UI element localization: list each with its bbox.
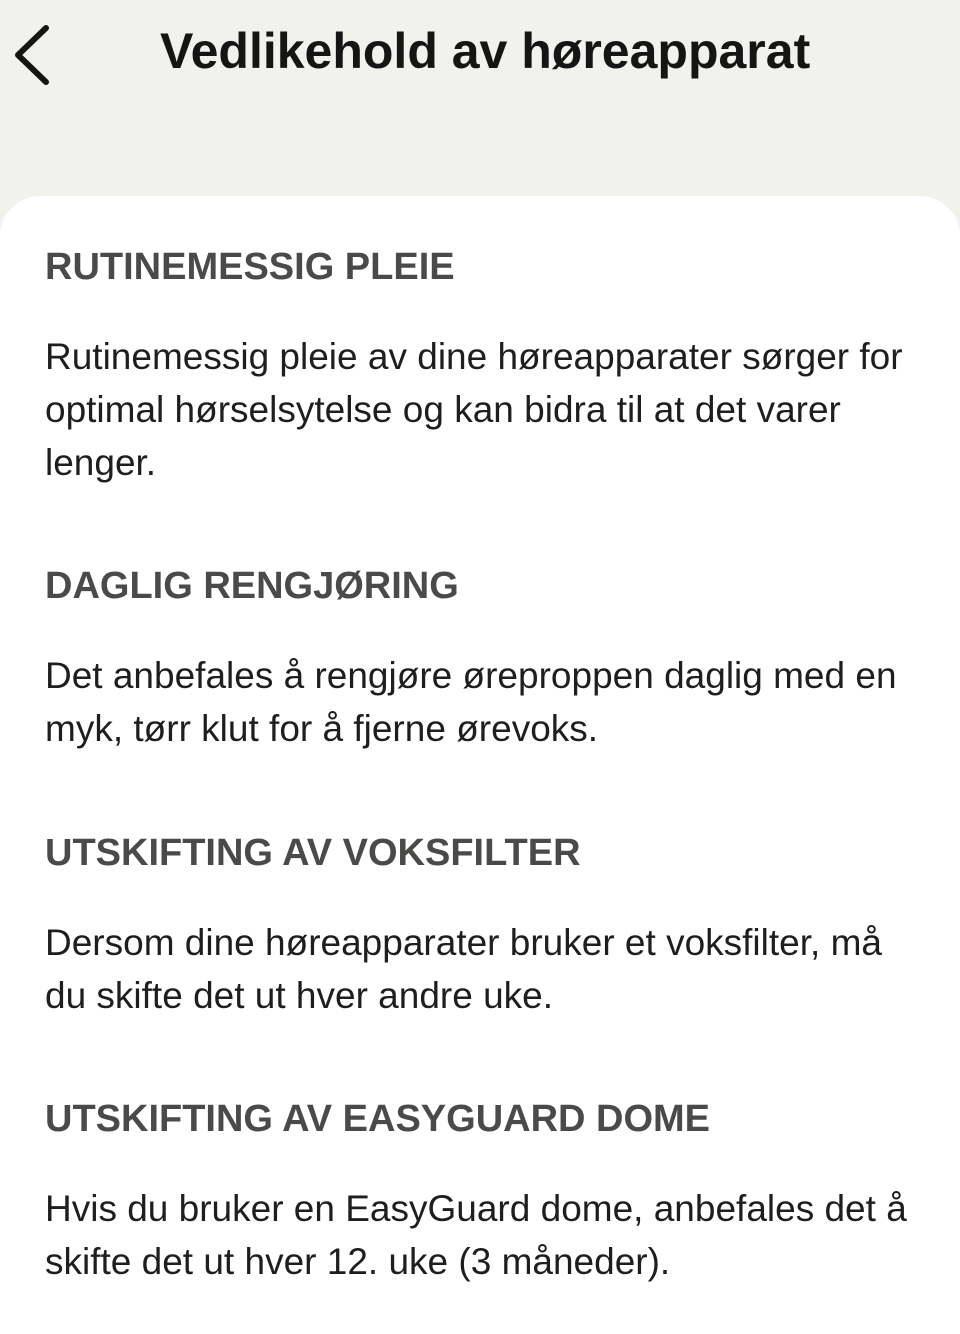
section-heading: UTSKIFTING AV VOKSFILTER	[45, 832, 581, 874]
section-routine-care	[45, 246, 925, 489]
section-easyguard-dome	[45, 1098, 925, 1288]
chevron-left-icon	[12, 22, 52, 88]
section-heading: RUTINEMESSIG PLEIE	[45, 246, 455, 288]
section-body: Det anbefales å rengjøre øreproppen daglig med en myk, tørr klut for å fjerne ørevoks.	[45, 655, 897, 749]
section-daily-cleaning	[45, 565, 925, 755]
section-body: Hvis du bruker en EasyGuard dome, anbefales det å skifte det ut hver 12. uke (3 måneder).	[45, 1188, 907, 1282]
app-header	[0, 0, 960, 110]
back-button[interactable]	[0, 18, 64, 92]
section-body: Rutinemessig pleie av dine høreapparater sørger for optimal hørselsytelse og kan bidra til at det varer lenger.	[45, 336, 903, 483]
section-heading: DAGLIG RENGJØRING	[45, 565, 459, 607]
page-title: Vedlikehold av høreapparat	[160, 23, 811, 79]
section-body: Dersom dine høreapparater bruker et voksfilter, må du skifte det ut hver andre uke.	[45, 922, 882, 1016]
section-heading: UTSKIFTING AV EASYGUARD DOME	[45, 1098, 711, 1140]
section-wax-filter	[45, 832, 925, 1022]
